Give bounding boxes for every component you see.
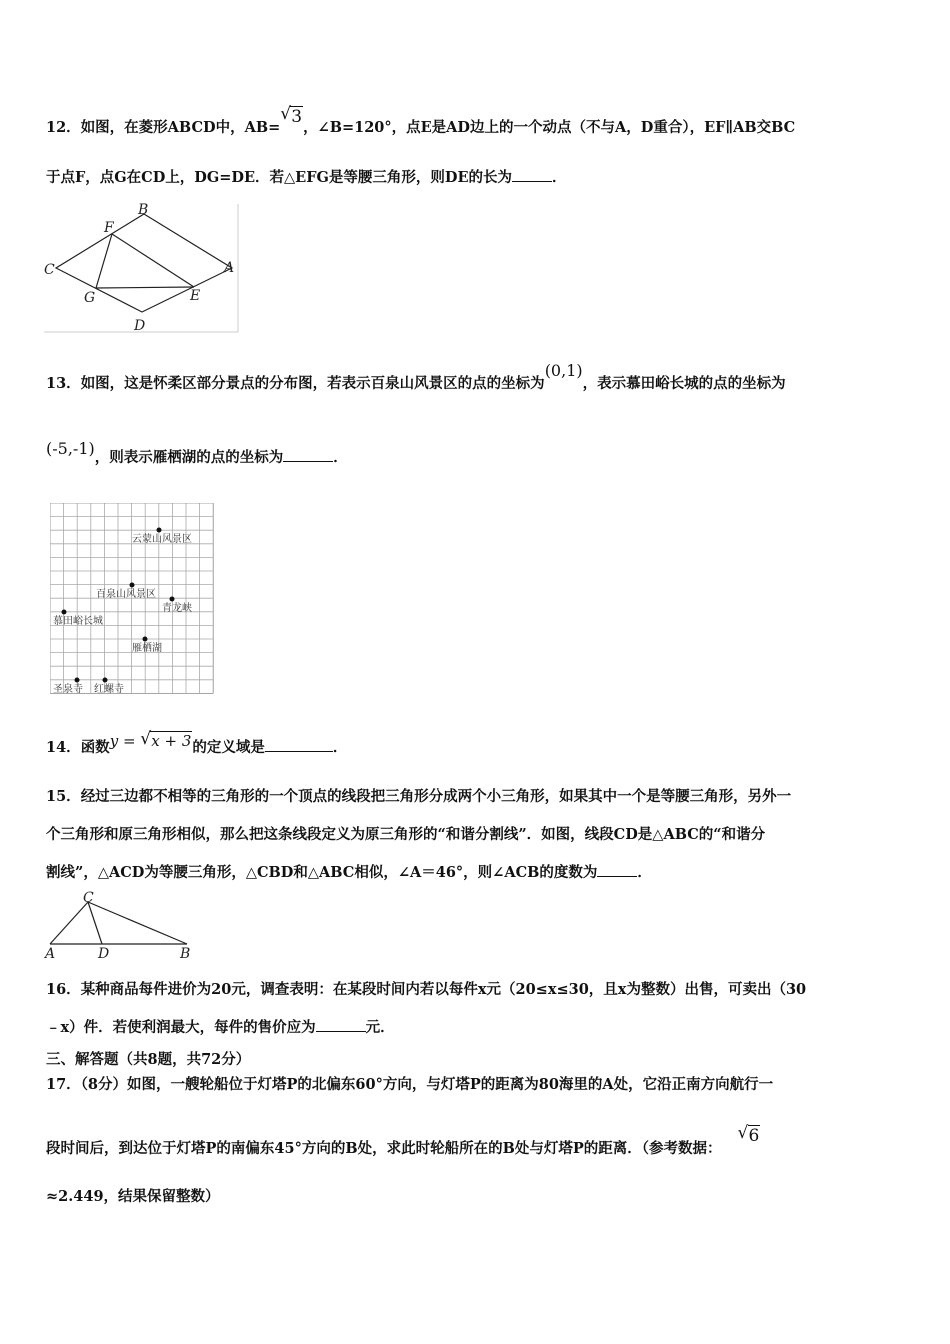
q17-sqrt: √ 6 bbox=[737, 1123, 760, 1146]
q17-line3 bbox=[46, 1185, 220, 1206]
q16-number: 16． bbox=[46, 981, 81, 998]
q12-text-2b: ． bbox=[552, 169, 567, 186]
label-mutianyu: 慕田峪长城 bbox=[53, 616, 103, 627]
label-E: E bbox=[190, 288, 201, 304]
q15-number: 15． bbox=[46, 788, 81, 805]
label-B: B bbox=[138, 202, 149, 218]
label-C: C bbox=[83, 890, 94, 906]
q13-text-2c: ． bbox=[333, 449, 348, 466]
q15-line1 bbox=[46, 785, 791, 806]
q13-text-1a: 如图，这是怀柔区部分景点的分布图，若表示百泉山风景区的点的坐标为 bbox=[80, 375, 545, 392]
label-B: B bbox=[180, 946, 191, 962]
q17-line2 bbox=[46, 1123, 760, 1158]
q14-text-b: 的定义域是 bbox=[192, 739, 265, 756]
q12-text-1b: ，∠B=120°，点E是AD边上的一个动点（不与A，D重合），EF∥AB交BC bbox=[303, 119, 796, 136]
q14-line bbox=[46, 729, 348, 757]
label-D: D bbox=[134, 318, 146, 334]
q14-number: 14． bbox=[46, 739, 81, 756]
q12-answer-blank bbox=[512, 169, 552, 182]
label-G: G bbox=[84, 290, 96, 306]
segment-cd bbox=[88, 902, 102, 944]
label-D: D bbox=[98, 946, 110, 962]
q15-line2 bbox=[46, 823, 765, 844]
q13-line1 bbox=[46, 361, 786, 393]
q17-text-1: （8分）如图，一艘轮船位于灯塔P的北偏东60°方向，与灯塔P的距离为80海里的A处，它沿正南方向航行一 bbox=[80, 1076, 774, 1093]
q16-answer-blank bbox=[316, 1019, 366, 1032]
q14-answer-blank bbox=[265, 739, 333, 752]
q15-text-3b: ． bbox=[637, 864, 652, 881]
q12-rhombus-figure bbox=[44, 198, 240, 336]
q16-text-2a: ﹣x）件．若使利润最大，每件的售价应为 bbox=[46, 1019, 316, 1036]
q15-text-3a: 割线”，△ACD为等腰三角形，△CBD和△ABC相似，∠A＝46°，则∠ACB的度数为 bbox=[46, 864, 598, 881]
q13-line2 bbox=[46, 439, 348, 467]
q12-text-2a: 于点F，点G在CD上，DG=DE．若△EFG是等腰三角形，则DE的长为 bbox=[46, 169, 513, 186]
point-hongluosi bbox=[103, 678, 108, 683]
q16-line2 bbox=[46, 1016, 395, 1037]
label-shengquansi: 圣泉寺 bbox=[53, 684, 83, 695]
label-qinglongxia: 青龙峡 bbox=[162, 603, 192, 614]
label-baiquanshan: 百泉山风景区 bbox=[96, 589, 156, 600]
q17-line1 bbox=[46, 1073, 773, 1094]
q12-line1 bbox=[46, 104, 796, 137]
segment-fe bbox=[112, 234, 194, 287]
q17-text-2: 段时间后，到达位于灯塔P的南偏东45°方向的B处，求此时轮船所在的B处与灯塔P的距离．（参考数据： bbox=[46, 1140, 722, 1157]
q12-sqrt: √ 3 bbox=[280, 104, 303, 127]
label-yanqihu: 雁栖湖 bbox=[132, 643, 162, 654]
q17-text-3: ≈2.449，结果保留整数） bbox=[46, 1188, 220, 1205]
q15-text-2: 个三角形和原三角形相似，那么把这条线段定义为原三角形的“和谐分割线”．如图，线段CD是△ABC的“和谐分 bbox=[46, 826, 766, 843]
point-yanqihu bbox=[143, 637, 148, 642]
point-mutianyu bbox=[62, 610, 67, 615]
q16-text-1: 某种商品每件进价为20元，调查表明：在某段时间内若以每件x元（20≤x≤30，且x为整数）出售，可卖出（30 bbox=[80, 981, 807, 998]
point-baiquanshan bbox=[130, 583, 135, 588]
q15-text-1: 经过三边都不相等的三角形的一个顶点的线段把三角形分成两个小三角形，如果其中一个是等腰三角形，另外一 bbox=[80, 788, 792, 805]
q12-number: 12． bbox=[46, 119, 81, 136]
q14-text-c: ． bbox=[332, 739, 348, 756]
q13-text-1b: ，表示慕田峪长城的点的坐标为 bbox=[582, 375, 786, 392]
rhombus-abcd bbox=[56, 214, 235, 312]
q13-answer-blank bbox=[283, 449, 333, 462]
q17-number: 17． bbox=[46, 1076, 81, 1093]
q13-coord-mutianyu: (-5,-1) bbox=[46, 439, 95, 458]
segment-ac bbox=[50, 902, 88, 944]
label-A: A bbox=[224, 260, 235, 276]
point-yunmengshan bbox=[157, 528, 162, 533]
q15-answer-blank bbox=[597, 864, 637, 877]
q16-text-2b: 元． bbox=[365, 1019, 395, 1036]
q15-line3 bbox=[46, 861, 652, 882]
q13-text-2b: ，则表示雁栖湖的点的坐标为 bbox=[94, 449, 284, 466]
label-hongluosi: 红螺寺 bbox=[94, 684, 124, 695]
q14-text-a: 函数 bbox=[80, 739, 110, 756]
q12-text-1a: 如图，在菱形ABCD中，AB= bbox=[80, 119, 281, 136]
q14-formula: y = √ x + 3 bbox=[109, 729, 192, 750]
label-A: A bbox=[45, 946, 56, 962]
point-qinglongxia bbox=[170, 597, 175, 602]
q15-triangle-figure bbox=[42, 890, 202, 962]
label-C: C bbox=[44, 262, 55, 278]
q13-number: 13． bbox=[46, 375, 81, 392]
q13-coord-baiquan: (0,1) bbox=[544, 361, 583, 380]
q16-line1 bbox=[46, 978, 806, 999]
label-yunmengshan: 云蒙山风景区 bbox=[132, 534, 192, 545]
label-F: F bbox=[104, 220, 114, 236]
section3-title: 三、解答题（共8题，共72分） bbox=[46, 1051, 251, 1068]
segment-cb bbox=[88, 902, 187, 944]
point-shengquansi bbox=[75, 678, 80, 683]
q12-line2 bbox=[46, 166, 567, 187]
segment-ge bbox=[96, 287, 194, 288]
q13-scenic-map bbox=[50, 503, 215, 697]
